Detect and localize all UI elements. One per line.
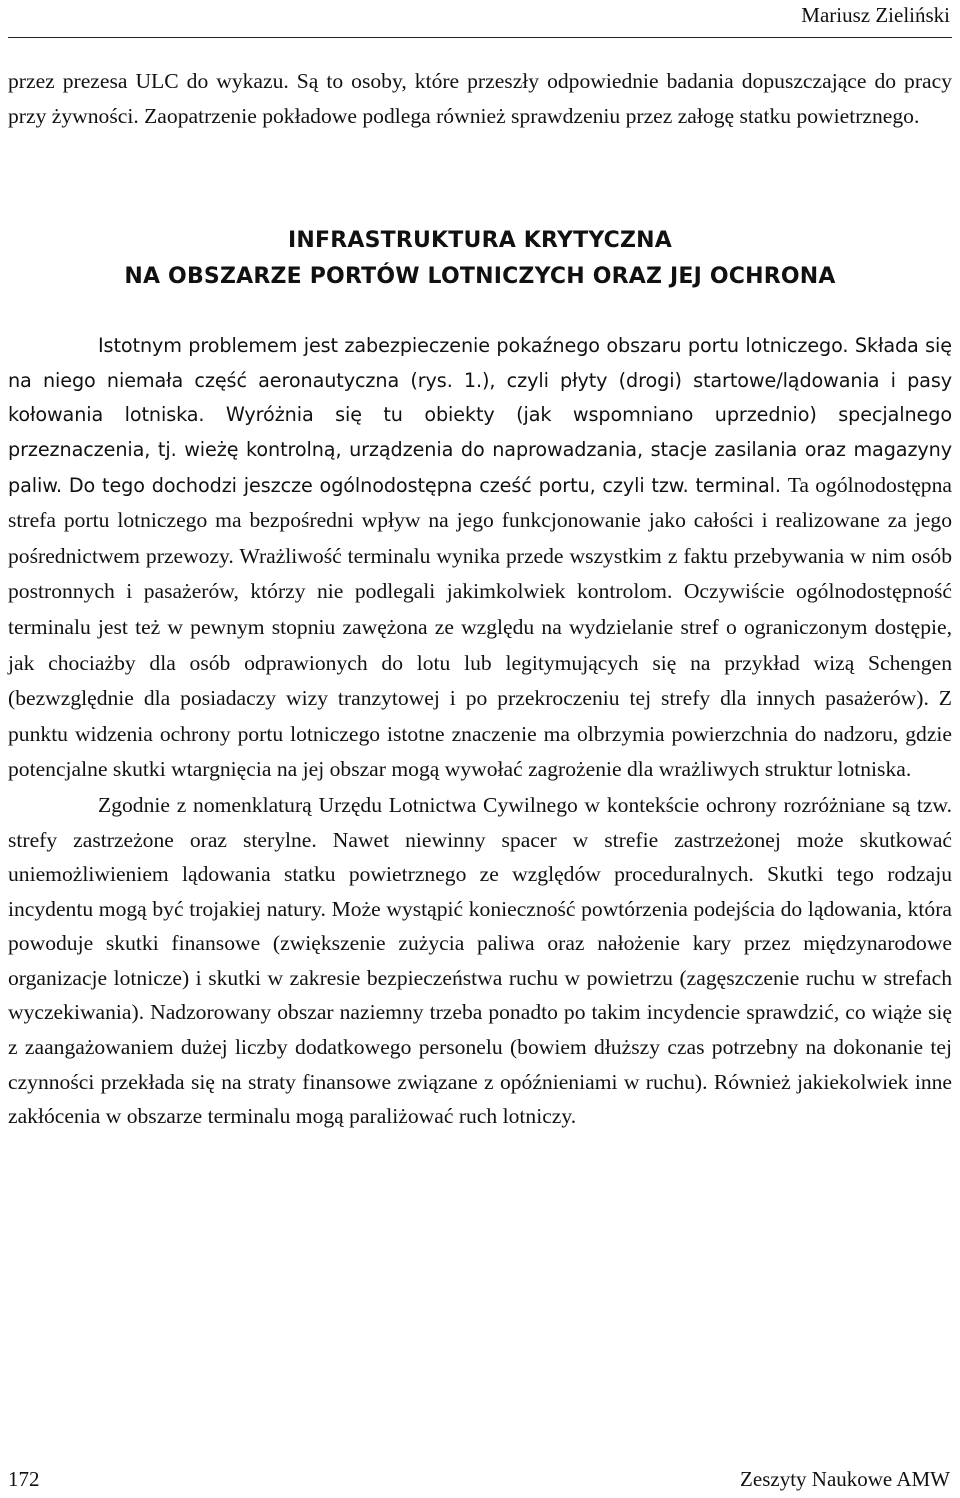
- document-page: [8, 0, 952, 1498]
- paragraph-intro: przez prezesa ULC do wykazu. Są to osoby, które przeszły odpowiednie badania dopuszczające do pracy przy żywności. Zaopatrzenie pokładowe podlega również sprawdzeniu przez załogę statku powietrznego.: [8, 69, 952, 128]
- paragraph-2: Zgodnie z nomenklaturą Urzędu Lotnictwa Cywilnego w kontekście ochrony rozróżniane są tzw. strefy zastrzeżone oraz sterylne. Nawet niewinny spacer w strefie zastrzeżonej może skutkować uniemożliwieniem lądowania statku powietrznego ze względów proceduralnych. Skutki tego rodzaju incydentu mogą być trojakiej natury. Może wystąpić konieczność powtórzenia podejścia do lądowania, która powoduje skutki finansowe (zwiększenie zużycia paliwa oraz nałożenie kary przez międzynarodowe organizacje lotnicze) i skutki w zakresie bezpieczeństwa ruchu w powietrzu (zagęszczenie ruchu w strefach wyczekiwania). Nadzorowany obszar naziemny trzeba ponadto po takim incydencie sprawdzić, co wiąże się z zaangażowaniem dużej liczby dodatkowego personelu (bowiem dłuższy czas potrzebny na dokonanie tej czynności przekłada się na straty finansowe związane z opóźnieniami w ruchu). Również jakiekolwiek inne zakłócenia w obszarze terminalu mogą paraliżować ruch lotniczy.: [8, 792, 952, 1129]
- paragraph-1-sans-part: Istotnym problemem jest zabezpieczenie pokaźnego obszaru portu lotniczego. Składa się na niego niemała część aeronautyczna (rys. 1.), czyli płyty (drogi) startowe/lądowania i pasy kołowania lotniska. Wyróżnia się tu obiekty (jak wspomniano uprzednio) specjalnego przeznaczenia, tj. wieżę kontrolną, urządzenia do naprowadzania, stacje zasilania oraz magazyny paliw. Do tego dochodzi jeszcze ogólnodostępna cześć portu, czyli tzw. terminal.: [8, 334, 952, 497]
- section-title: [8, 223, 952, 295]
- header-rule: [8, 37, 952, 38]
- body-text: [8, 64, 952, 1134]
- running-header-author: Mariusz Zieliński: [801, 3, 950, 27]
- journal-name: Zeszyty Naukowe AMW: [740, 1467, 950, 1491]
- page-number: 172: [8, 1467, 40, 1491]
- section-title-line-2: NA OBSZARZE PORTÓW LOTNICZYCH ORAZ JEJ OCHRONA: [124, 264, 836, 290]
- paragraph-1: [8, 329, 952, 788]
- paragraph-1-serif-part: Ta ogólnodostępna strefa portu lotniczego ma bezpośredni wpływ na jego funkcjonowanie jako całości i realizowane za jego pośrednictwem przewozy. Wrażliwość terminalu wynika przede wszystkim z faktu przebywania w nim osób postronnych i pasażerów, którzy nie podlegali jakimkolwiek kontrolom. Oczywiście ogólnodostępność terminalu jest też w pewnym stopniu zawężona ze względu na wydzielanie stref o ograniczonym dostępie, jak chociażby dla osób odprawionych do lotu lub legitymujących się na przykład wizą Schengen (bezwzględnie dla posiadaczy wizy tranzytowej i po przekroczeniu tej strefy dla innych pasażerów). Z punktu widzenia ochrony portu lotniczego istotne znaczenie ma olbrzymia powierzchnia do nadzoru, gdzie potencjalne skutki wtargnięcia na jej obszar mogą wywołać zagrożenie dla wrażliwych struktur lotniska.: [8, 472, 952, 782]
- section-title-line-1: INFRASTRUKTURA KRYTYCZNA: [288, 228, 672, 254]
